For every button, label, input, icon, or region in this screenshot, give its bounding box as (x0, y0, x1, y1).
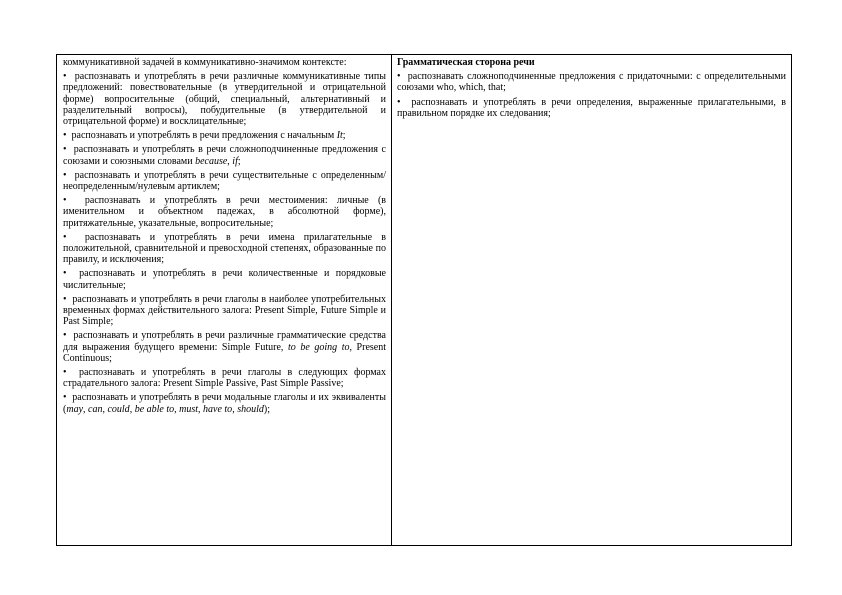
list-item (63, 57, 386, 68)
text-run: if (232, 155, 238, 167)
list-item (397, 97, 786, 119)
text-run: , (174, 403, 180, 415)
text-run: have to (203, 403, 233, 415)
text-run: распознавать и употреблять в речи различные грамматические средства для выражения будущего времени: Simple Future, (63, 330, 386, 353)
text-run: could (107, 403, 130, 415)
text-run: распознавать и употреблять в речи количественные и порядковые числительные; (63, 268, 386, 291)
text-run: because (195, 155, 228, 167)
right-items (397, 71, 786, 119)
list-item (63, 392, 386, 414)
text-run: , (83, 403, 89, 415)
text-run: can (88, 403, 103, 415)
list-item (63, 367, 386, 389)
text-run: ); (263, 403, 270, 415)
text-run: , (129, 403, 135, 415)
text-run: распознавать и употреблять в речи глаголы в наиболее употребительных временных формах действительного залога: Present Simple, Future Simple и Past Simple; (63, 293, 386, 328)
content-table (56, 54, 792, 546)
left-column (57, 55, 392, 545)
text-run: распознавать и употреблять в речи существительные с определенным/ неопределенным/нулевым артиклем; (63, 169, 386, 193)
text-run: распознавать и употреблять в речи местоимения: личные (в именительном и объектном падежах, в абсолютной форме), притяжательные, указательные, вопросительные; (63, 195, 386, 229)
list-item (63, 330, 386, 364)
text-run: , Present Continuous; (63, 341, 386, 364)
text-run: may (66, 403, 84, 415)
list-item (63, 195, 386, 229)
text-run: should (237, 403, 264, 415)
text-run: распознавать и употреблять в речи имена прилагательные в положительной, сравнительной и превосходной степенях, образованные по правилу, и исключения; (63, 231, 386, 266)
text-run: ; (237, 155, 241, 167)
text-run: It (336, 130, 343, 142)
text-run: , (102, 403, 108, 415)
list-item (63, 232, 386, 266)
text-run: must (179, 403, 199, 415)
list-item (397, 71, 786, 93)
list-item (63, 268, 386, 290)
list-item (63, 170, 386, 192)
text-run: , (232, 403, 238, 415)
list-item (63, 144, 386, 166)
text-run: , (198, 403, 204, 415)
text-run: распознавать и употреблять в речи глаголы в следующих формах страдательного залога: Present Simple Passive, Past Simple Passive; (63, 367, 386, 390)
text-run: to be going to (288, 341, 350, 353)
text-run: распознавать и употреблять в речи модальные глаголы и их эквиваленты ( (63, 392, 386, 415)
list-item (63, 130, 386, 141)
text-run: ; (342, 130, 346, 142)
text-run: распознавать сложноподчиненные предложения с придаточными: с определительными союзами who, which, that; (397, 71, 786, 94)
right-column (392, 55, 791, 545)
text-run: коммуникативной задачей в коммуникативно-значимом контексте: (63, 57, 347, 68)
text-run: распознавать и употреблять в речи предложения с начальным (71, 130, 337, 142)
section-heading: Грамматическая сторона речи (397, 57, 535, 68)
text-run: распознавать и употреблять в речи определения, выраженные прилагательными, в правильном порядке их следования; (397, 96, 786, 119)
text-run: распознавать и употреблять в речи сложноподчиненные предложения с союзами и союзными словами (63, 144, 386, 167)
text-run: распознавать и употреблять в речи различные коммуникативные типы предложений: повествовательные (в утвердительной и отрицательной форме) вопросительные (общий, специальный, альтернативный и разделительный вопросы), побудительные (в утвердительной и отрицательной форме) и восклицательные; (63, 71, 386, 128)
list-item (63, 294, 386, 328)
text-run: , (227, 155, 233, 167)
text-run: be able to (134, 403, 175, 415)
list-item (63, 71, 386, 127)
